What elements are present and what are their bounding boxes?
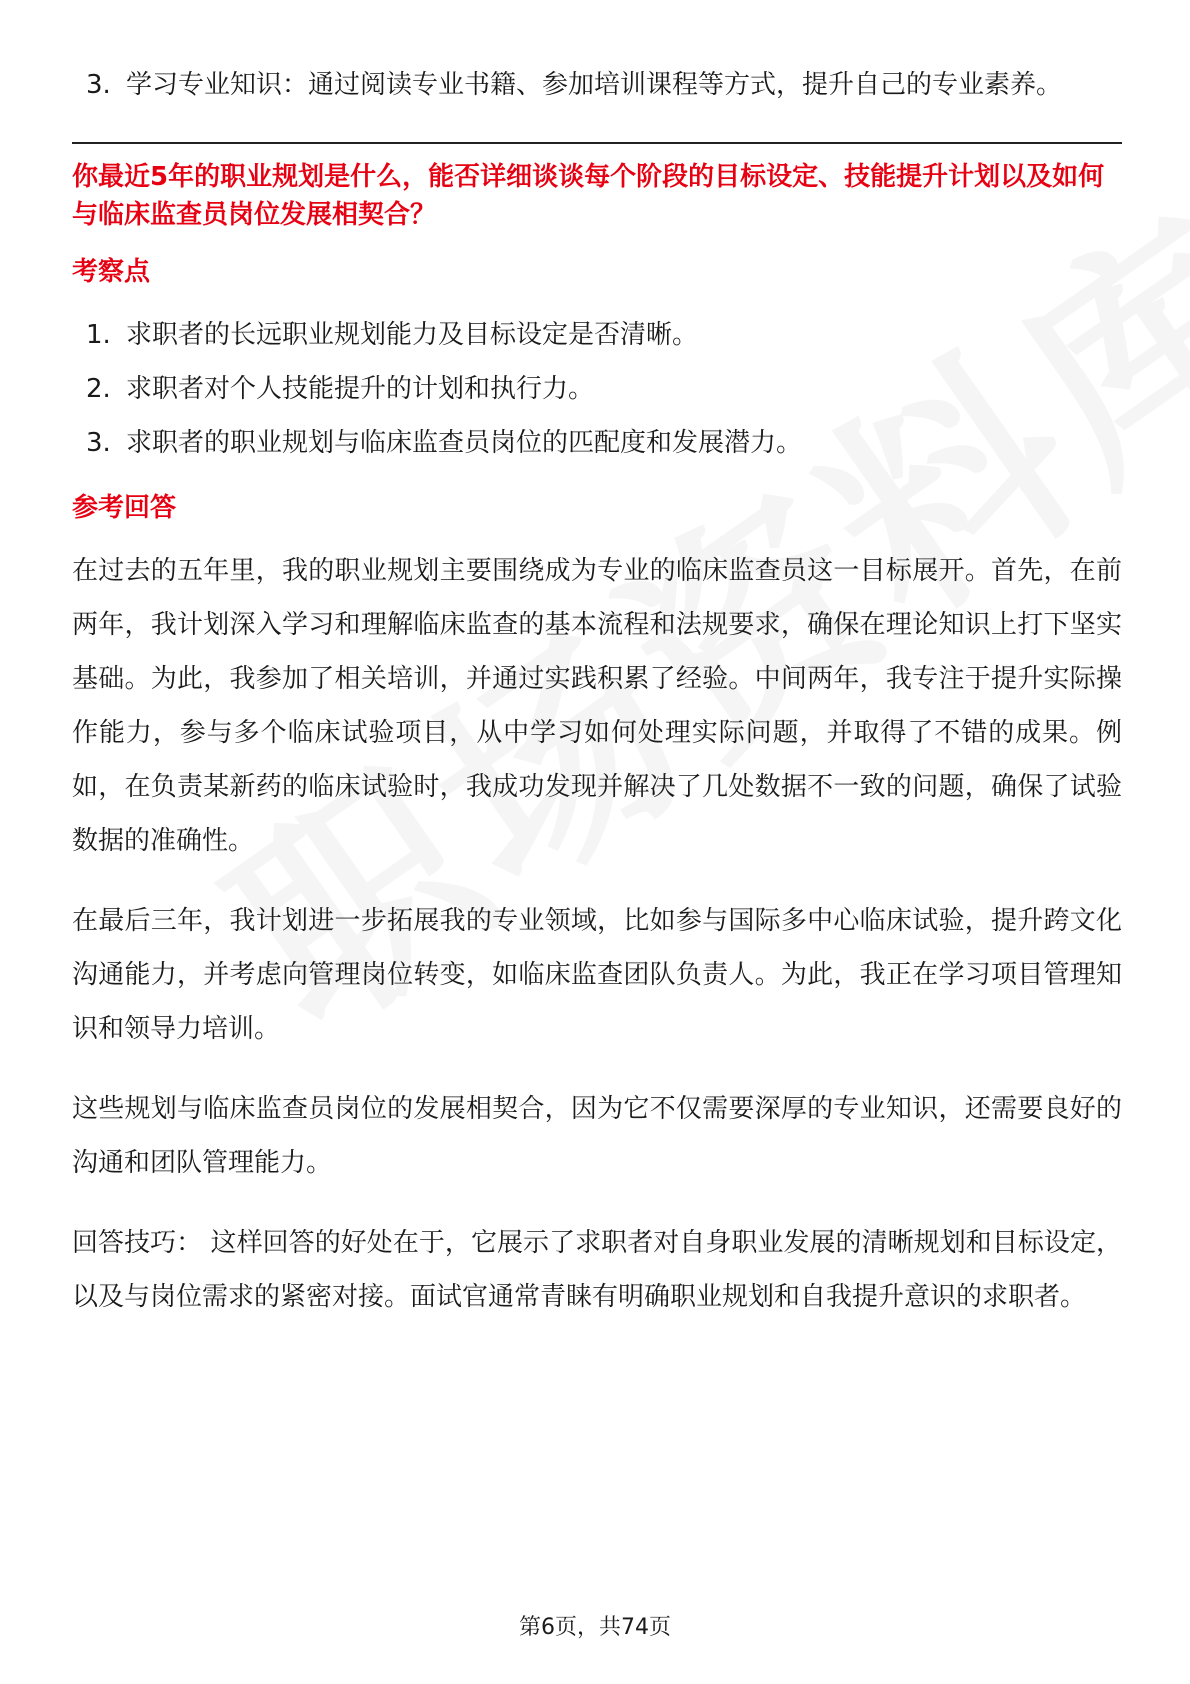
page-number-footer: 第6页，共74页	[519, 1615, 671, 1640]
list-item	[72, 416, 1122, 470]
question-heading: 你最近5年的职业规划是什么，能否详细谈谈每个阶段的目标设定、技能提升计划以及如何与临床监查员岗位发展相契合？	[72, 162, 1105, 230]
reference-answer-title: 参考回答	[72, 493, 177, 523]
page-content	[72, 56, 1122, 1350]
list-number: 3.	[86, 428, 111, 458]
list-item	[72, 362, 1122, 416]
exam-points-list	[72, 308, 1122, 470]
list-number: 2.	[86, 374, 111, 404]
exam-points-title: 考察点	[72, 257, 151, 287]
section-divider	[72, 142, 1122, 144]
list-number: 3.	[86, 70, 111, 100]
answer-paragraph: 在过去的五年里，我的职业规划主要围绕成为专业的临床监查员这一目标展开。首先，在前两年，我计划深入学习和理解临床监查的基本流程和法规要求，确保在理论知识上打下坚实基础。为此，我参加了相关培训，并通过实践积累了经验。中间两年，我专注于提升实际操作能力，参与多个临床试验项目，从中学习如何处理实际问题，并取得了不错的成果。例如，在负责某新药的临床试验时，我成功发现并解决了几处数据不一致的问题，确保了试验数据的准确性。	[72, 556, 1122, 856]
list-number: 1.	[86, 320, 111, 350]
list-text: 学习专业知识：通过阅读专业书籍、参加培训课程等方式，提升自己的专业素养。	[126, 70, 1063, 100]
list-text: 求职者对个人技能提升的计划和执行力。	[126, 374, 595, 404]
list-item	[72, 56, 1122, 114]
list-item	[72, 308, 1122, 362]
answer-paragraph: 这些规划与临床监查员岗位的发展相契合，因为它不仅需要深厚的专业知识，还需要良好的沟通和团队管理能力。	[72, 1094, 1122, 1178]
list-text: 求职者的长远职业规划能力及目标设定是否清晰。	[126, 320, 699, 350]
previous-list	[72, 56, 1122, 114]
list-text: 求职者的职业规划与临床监查员岗位的匹配度和发展潜力。	[126, 428, 803, 458]
answer-tips-paragraph: 回答技巧： 这样回答的好处在于，它展示了求职者对自身职业发展的清晰规划和目标设定，以及与岗位需求的紧密对接。面试官通常青睐有明确职业规划和自我提升意识的求职者。	[72, 1228, 1122, 1312]
answer-paragraph: 在最后三年，我计划进一步拓展我的专业领域，比如参与国际多中心临床试验，提升跨文化沟通能力，并考虑向管理岗位转变，如临床监查团队负责人。为此，我正在学习项目管理知识和领导力培训。	[72, 906, 1122, 1044]
